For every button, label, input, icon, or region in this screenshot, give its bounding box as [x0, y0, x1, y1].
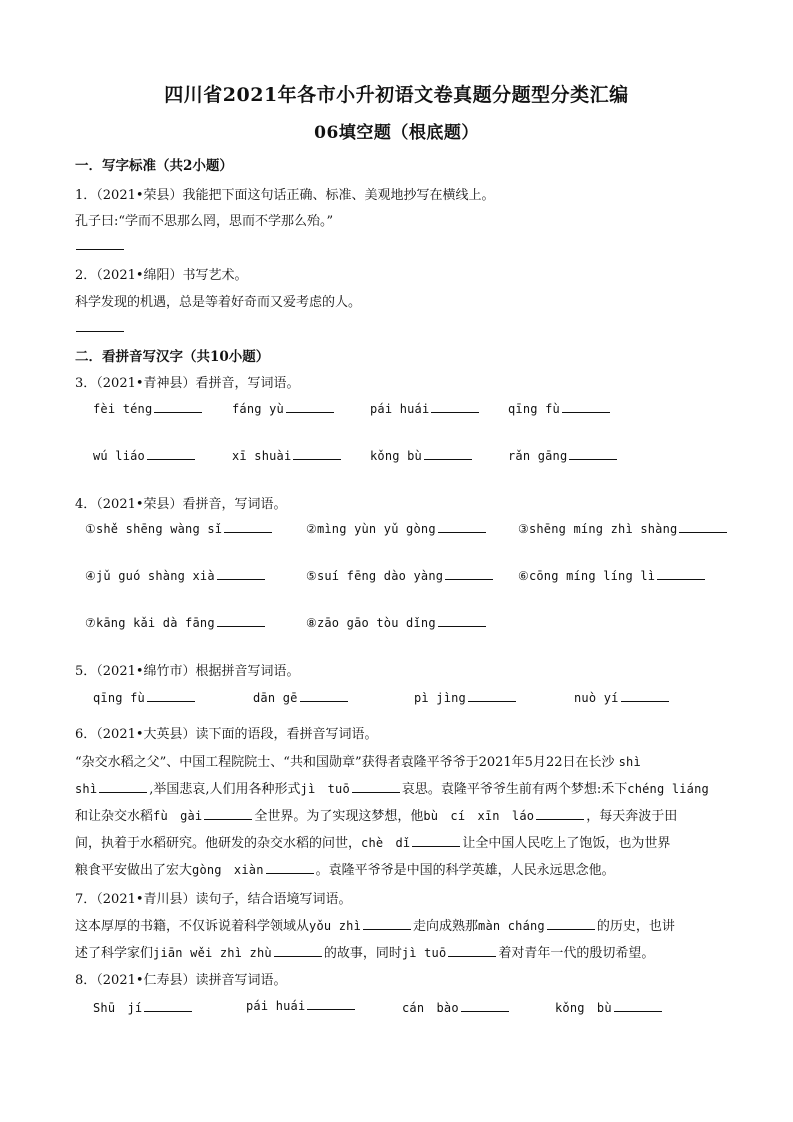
pinyin-item: kǒng bù: [370, 449, 474, 463]
pinyin-item: nuò yí: [574, 691, 671, 705]
answer-blank[interactable]: [147, 700, 195, 702]
document-title: 四川省2021年各市小升初语文卷真题分题型分类汇编: [164, 84, 629, 106]
question-6-head: 6．（2021•大英县）读下面的语段，看拼音写词语。: [75, 727, 378, 742]
answer-blank[interactable]: [438, 531, 486, 533]
question-8-head: 8．（2021•仁寿县）读拼音写词语。: [75, 973, 287, 988]
question-7-head: 7．（2021•青川县）读句子，结合语境写词语。: [75, 892, 352, 907]
question-5-head: 5．（2021•绵竹市）根据拼音写词语。: [75, 664, 300, 679]
pinyin-item: ⑤suí fēng dào yàng: [306, 569, 495, 583]
answer-blank[interactable]: [461, 1010, 509, 1012]
answer-blank[interactable]: [217, 578, 265, 580]
pinyin-item: dān gē: [253, 691, 350, 705]
answer-blank[interactable]: [363, 928, 411, 930]
section-heading-1: 一．写字标准（共2小题）: [75, 158, 233, 174]
pinyin-item: xī shuài: [232, 449, 343, 463]
paragraph-line: “杂交水稻之父”、中国工程院院士、“共和国勋章”获得者袁隆平爷爷于2021年5月22日在长沙 shì: [75, 755, 641, 770]
answer-blank[interactable]: [431, 411, 479, 413]
answer-blank[interactable]: [679, 531, 727, 533]
document-subtitle: 06填空题（根底题）: [314, 123, 479, 143]
pinyin-item: ④jǔ guó shàng xià: [85, 569, 267, 583]
answer-blank[interactable]: [547, 928, 595, 930]
answer-line[interactable]: [76, 249, 124, 250]
answer-blank[interactable]: [144, 1010, 192, 1012]
pinyin-item: Shū jí: [93, 999, 194, 1016]
pinyin-item: kǒng bù: [555, 999, 664, 1016]
answer-blank[interactable]: [217, 625, 265, 627]
pinyin-item: wú liáo: [93, 449, 197, 463]
pinyin-item: ②mìng yùn yǔ gòng: [306, 522, 488, 536]
answer-blank[interactable]: [204, 818, 252, 820]
pinyin-item: pái huái: [246, 999, 357, 1013]
answer-blank[interactable]: [424, 458, 472, 460]
question-2-sentence: 科学发现的机遇，总是等着好奇而又爱考虑的人。: [75, 295, 362, 310]
answer-blank[interactable]: [621, 700, 669, 702]
question-2-head: 2．（2021•绵阳）书写艺术。: [75, 268, 248, 283]
answer-blank[interactable]: [224, 531, 272, 533]
pinyin-item: rǎn gāng: [508, 449, 619, 463]
pinyin-item: fáng yù: [232, 402, 336, 416]
paragraph-line: shì ,举国悲哀,人们用各种形式jì tuō 哀思。袁隆平爷爷生前有两个梦想:禾下chéng liáng: [75, 782, 709, 797]
pinyin-item: cán bào: [402, 999, 511, 1016]
question-1-head: 1．（2021•荣县）我能把下面这句话正确、标准、美观地抄写在横线上。: [75, 188, 495, 203]
pinyin-item: ⑥cōng míng líng lì: [518, 569, 707, 583]
answer-blank[interactable]: [307, 1008, 355, 1010]
answer-blank[interactable]: [614, 1010, 662, 1012]
paragraph-line: 这本厚厚的书籍，不仅诉说着科学领域从yǒu zhì 走向成熟那màn cháng 的历史，也讲: [75, 919, 675, 934]
question-1-sentence: 孔子曰:“学而不思那么罔，思而不学那么殆。”: [75, 214, 334, 229]
answer-blank[interactable]: [562, 411, 610, 413]
answer-blank[interactable]: [657, 578, 705, 580]
answer-blank[interactable]: [438, 625, 486, 627]
pinyin-item: fèi téng: [93, 402, 204, 416]
pinyin-item: ⑦kāng kǎi dà fāng: [85, 616, 267, 630]
answer-blank[interactable]: [352, 791, 400, 793]
question-3-head: 3．（2021•青神县）看拼音，写词语。: [75, 376, 300, 391]
answer-blank[interactable]: [293, 458, 341, 460]
paragraph-line: 和让杂交水稻fù gài 全世界。为了实现这梦想，他bù cí xīn láo ，每天奔波于田: [75, 809, 678, 824]
answer-blank[interactable]: [536, 818, 584, 820]
pinyin-item: pái huái: [370, 402, 481, 416]
answer-blank[interactable]: [412, 845, 460, 847]
answer-blank[interactable]: [448, 955, 496, 957]
answer-blank[interactable]: [274, 955, 322, 957]
section-heading-2: 二．看拼音写汉字（共10小题）: [75, 349, 270, 365]
answer-blank[interactable]: [99, 791, 147, 793]
answer-blank[interactable]: [569, 458, 617, 460]
answer-blank[interactable]: [468, 700, 516, 702]
pinyin-item: ①shě shēng wàng sǐ: [85, 522, 274, 536]
answer-blank[interactable]: [445, 578, 493, 580]
answer-line[interactable]: [76, 331, 124, 332]
paragraph-line: 粮食平安做出了宏大gòng xiàn 。袁隆平爷爷是中国的科学英雄，人民永远思念他。: [75, 863, 615, 878]
pinyin-item: qīng fù: [93, 691, 197, 705]
answer-blank[interactable]: [147, 458, 195, 460]
question-4-head: 4．（2021•荣县）看拼音，写词语。: [75, 497, 287, 512]
answer-blank[interactable]: [266, 872, 314, 874]
pinyin-item: ③shēng míng zhì shàng: [518, 522, 729, 536]
paragraph-line: 间，执着于水稻研究。他研发的杂交水稻的问世，chè dǐ 让全中国人民吃上了饱饭，也为世界: [75, 836, 671, 851]
answer-blank[interactable]: [154, 411, 202, 413]
answer-blank[interactable]: [300, 700, 348, 702]
paragraph-line: 述了科学家们jiān wěi zhì zhù 的故事，同时jì tuō 着对青年一代的殷切希望。: [75, 946, 655, 961]
pinyin-item: pì jìng: [414, 691, 518, 705]
pinyin-item: ⑧zāo gāo tòu dǐng: [306, 616, 488, 630]
answer-blank[interactable]: [286, 411, 334, 413]
pinyin-item: qīng fù: [508, 402, 612, 416]
